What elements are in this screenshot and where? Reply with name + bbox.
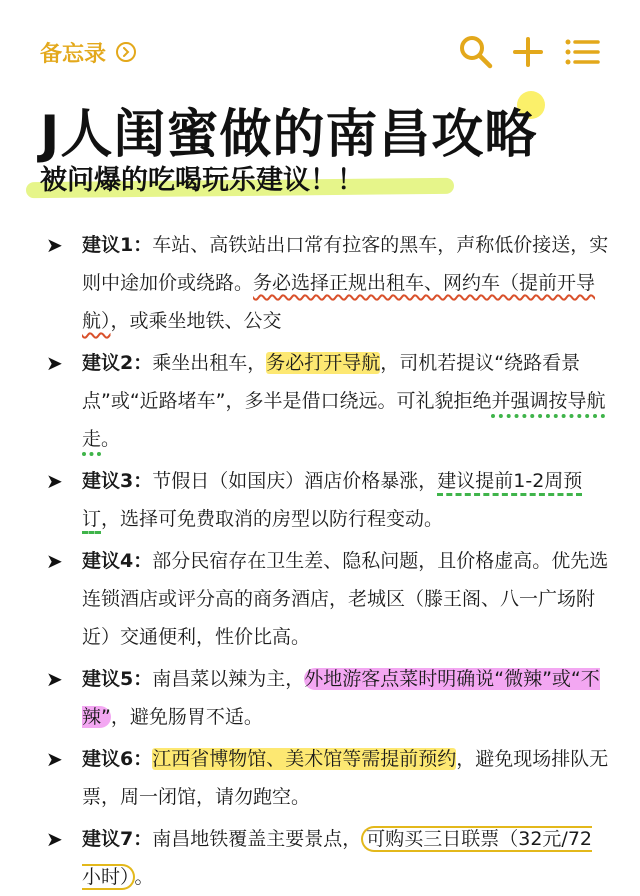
arrow-bullet-icon: ➤ bbox=[46, 827, 63, 851]
tip-highlight: 务必打开导航 bbox=[266, 352, 381, 374]
tip-label: 建议1： bbox=[82, 234, 153, 256]
tip-text: 部分民宿存在卫生差、隐私问题，且价格虚高。优先选连锁酒店或评分高的商务酒店，老城区（滕王阁、八一广场附近）交通便利，性价比高。 bbox=[82, 550, 609, 648]
subtitle-block bbox=[40, 158, 364, 198]
list-item bbox=[44, 820, 610, 896]
arrow-bullet-icon: ➤ bbox=[46, 469, 63, 493]
list-item bbox=[44, 462, 610, 538]
arrow-bullet-icon: ➤ bbox=[46, 351, 63, 375]
back-to-notes-button[interactable] bbox=[40, 36, 136, 68]
tip-text: 节假日（如国庆）酒店价格暴涨， bbox=[152, 470, 438, 492]
back-label: 备忘录 bbox=[40, 41, 107, 67]
list-item bbox=[44, 740, 610, 816]
tip-text: 。 bbox=[101, 428, 121, 450]
list-item bbox=[44, 542, 610, 656]
tip-text: ，避免肠胃不适。 bbox=[110, 706, 263, 728]
list-item bbox=[44, 344, 610, 458]
tip-label: 建议3： bbox=[82, 470, 153, 492]
tip-emphasis: 并强调按导航走 bbox=[82, 390, 606, 450]
tip-label: 建议6： bbox=[82, 748, 153, 770]
tip-text: 车站、高铁站出口常有拉客的黑车，声称低价接送，实则中途加价或绕路。 bbox=[82, 234, 609, 294]
tip-highlight: 江西省博物馆、美术馆等需提前预约 bbox=[152, 748, 457, 770]
arrow-bullet-icon: ➤ bbox=[46, 549, 63, 573]
chevron-right-icon bbox=[116, 42, 136, 62]
tip-label: 建议5： bbox=[82, 668, 153, 690]
arrow-bullet-icon: ➤ bbox=[46, 233, 63, 257]
tip-text: ，避免现场排队无票，周一闭馆，请勿跑空。 bbox=[82, 748, 609, 808]
search-icon[interactable] bbox=[456, 32, 496, 72]
note-title: J人闺蜜做的南昌攻略 bbox=[40, 105, 538, 165]
list-item bbox=[44, 660, 610, 736]
plus-icon[interactable] bbox=[508, 32, 548, 72]
tips-list bbox=[44, 226, 610, 896]
tip-label: 建议2： bbox=[82, 352, 153, 374]
tip-text: 南昌菜以辣为主， bbox=[152, 668, 305, 690]
tip-label: 建议4： bbox=[82, 550, 153, 572]
tip-text: 。 bbox=[134, 866, 154, 888]
tip-text: ，选择可免费取消的房型以防行程变动。 bbox=[101, 508, 444, 530]
arrow-bullet-icon: ➤ bbox=[46, 747, 63, 771]
tip-text: 乘坐出租车， bbox=[152, 352, 267, 374]
note-subtitle: 被问爆的吃喝玩乐建议！！ bbox=[40, 165, 364, 196]
arrow-bullet-icon: ➤ bbox=[46, 667, 63, 691]
tip-circled: 可购买三日联票（32元/72小时） bbox=[82, 828, 593, 888]
tip-emphasis: 建议提前1-2周预订 bbox=[82, 470, 583, 530]
tip-highlight: 外地游客点菜时明确说“微辣”或“不辣” bbox=[82, 668, 600, 728]
list-item bbox=[44, 226, 610, 340]
top-bar bbox=[0, 0, 640, 100]
tip-text: ，或乘坐地铁、公交 bbox=[110, 310, 282, 332]
list-icon[interactable] bbox=[562, 32, 602, 72]
tip-text: 南昌地铁覆盖主要景点， bbox=[152, 828, 362, 850]
tip-emphasis: 务必选择正规出租车、网约车（提前开导航） bbox=[82, 272, 596, 332]
tip-label: 建议7： bbox=[82, 828, 153, 850]
tip-text: ，司机若提议“绕路看景点”或“近路堵车”，多半是借口绕远。可礼貌拒绝 bbox=[82, 352, 581, 412]
